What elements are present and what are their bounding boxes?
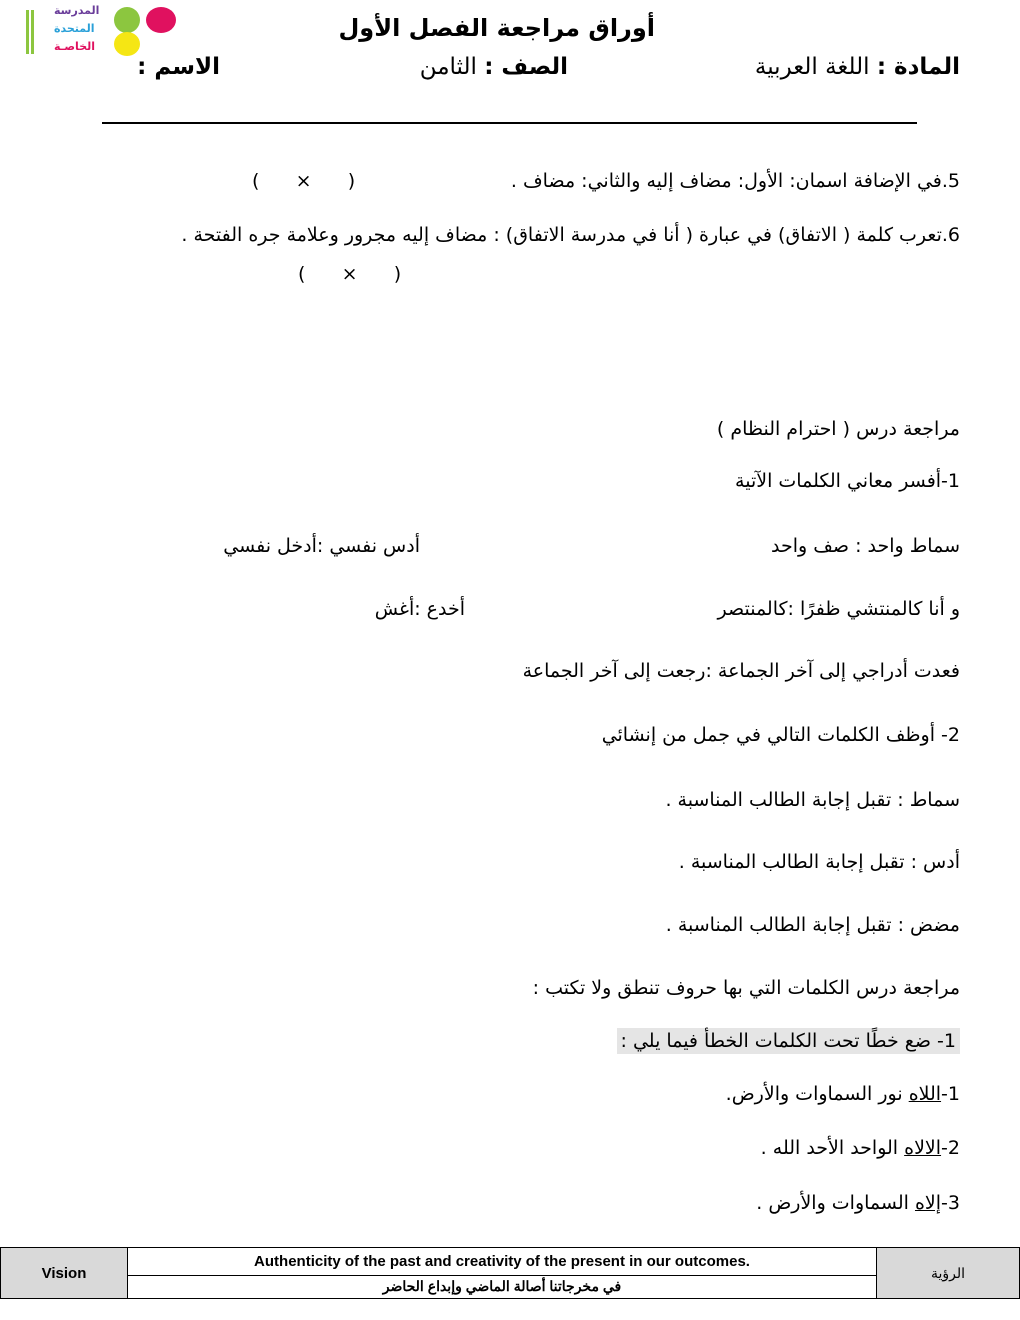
vision-label-en: Vision [1, 1248, 128, 1299]
exercise-1-num: 1- [941, 1083, 960, 1105]
question-6-answer: ( × ) [298, 263, 402, 285]
exercise-2-word: الالاه [904, 1137, 942, 1159]
meaning-3: و أنا كالمنتشي ظفرًا :كالمنتصر [717, 598, 960, 620]
exercise-2-num: 2- [941, 1137, 960, 1159]
logo-text-line2: المتحدة [54, 22, 95, 35]
sentence-1: سماط : تقبل إجابة الطالب المناسبة . [665, 789, 960, 811]
lesson2-title: مراجعة درس الكلمات التي بها حروف تنطق ولا تكتب : [532, 977, 960, 999]
subject-label: المادة : [876, 54, 960, 80]
question-6: 6.تعرب كلمة ( الاتفاق) في عبارة ( أنا في مدرسة الاتفاق) : مضاف إليه مجرور وعلامة جره الفتحة . [181, 224, 960, 246]
exercise-3-word: إلاه [914, 1192, 942, 1214]
meaning-5: فعدت أدراجي إلى آخر الجماعة :رجعت إلى آخر الجماعة [522, 660, 960, 682]
exercise-3-rest: السماوات والأرض . [756, 1192, 915, 1214]
meaning-2: أدس نفسي :أدخل نفسي [223, 535, 420, 557]
logo-text-line3: الخاصـة [54, 40, 96, 53]
motto-ar: في مخرجاتنا أصالة الماضي وإبداع الحاضر [128, 1275, 877, 1298]
meaning-4: أخدع :أغش [374, 598, 465, 620]
vision-footer [0, 1247, 1020, 1299]
exercise-1 [726, 1083, 960, 1105]
exercise-2-rest: الواحد الأحد الله . [760, 1137, 905, 1159]
logo-text-line1: المدرسة [54, 4, 100, 17]
header-divider [102, 122, 917, 124]
logo-mark-icon [26, 10, 34, 54]
question-5-answer: ( × ) [252, 170, 356, 192]
yellow-dot-icon [114, 32, 140, 56]
grade-value: الثامن [419, 54, 485, 80]
grade-label: الصف : [484, 54, 568, 80]
exercise-3-num: 3- [941, 1192, 960, 1214]
exercise-2 [761, 1137, 960, 1159]
question-5: 5.في الإضافة اسمان: الأول: مضاف إليه والثاني: مضاف . [510, 170, 960, 192]
motto-en: Authenticity of the past and creativity of the present in our outcomes. [128, 1248, 877, 1276]
vision-label-ar: الرؤية [877, 1248, 1020, 1299]
page-title: أوراق مراجعة الفصل الأول [338, 14, 655, 42]
exercise-1-rest: نور السماوات والأرض. [725, 1083, 909, 1105]
sentence-3: مضض : تقبل إجابة الطالب المناسبة . [665, 914, 960, 936]
lesson2-task1: 1- ضع خطًا تحت الكلمات الخطأ فيما يلي : [617, 1028, 960, 1054]
meaning-1: سماط واحد : صف واحد [771, 535, 960, 557]
exercise-1-word: اللاه [908, 1083, 942, 1105]
subject-line [755, 54, 960, 80]
lesson1-task1: 1-أفسر معاني الكلمات الآتية [735, 470, 960, 492]
exercise-3 [756, 1192, 960, 1214]
lesson1-task2: 2- أوظف الكلمات التالي في جمل من إنشائي [601, 724, 960, 746]
school-logo [18, 4, 188, 58]
lesson1-title: مراجعة درس ( احترام النظام ) [716, 418, 960, 440]
grade-line [420, 54, 568, 80]
pink-dot-icon [146, 7, 176, 33]
sentence-2: أدس : تقبل إجابة الطالب المناسبة . [678, 851, 960, 873]
green-dot-icon [114, 7, 140, 33]
subject-value: اللغة العربية [754, 54, 877, 80]
student-name-label: الاسم : [137, 54, 220, 80]
